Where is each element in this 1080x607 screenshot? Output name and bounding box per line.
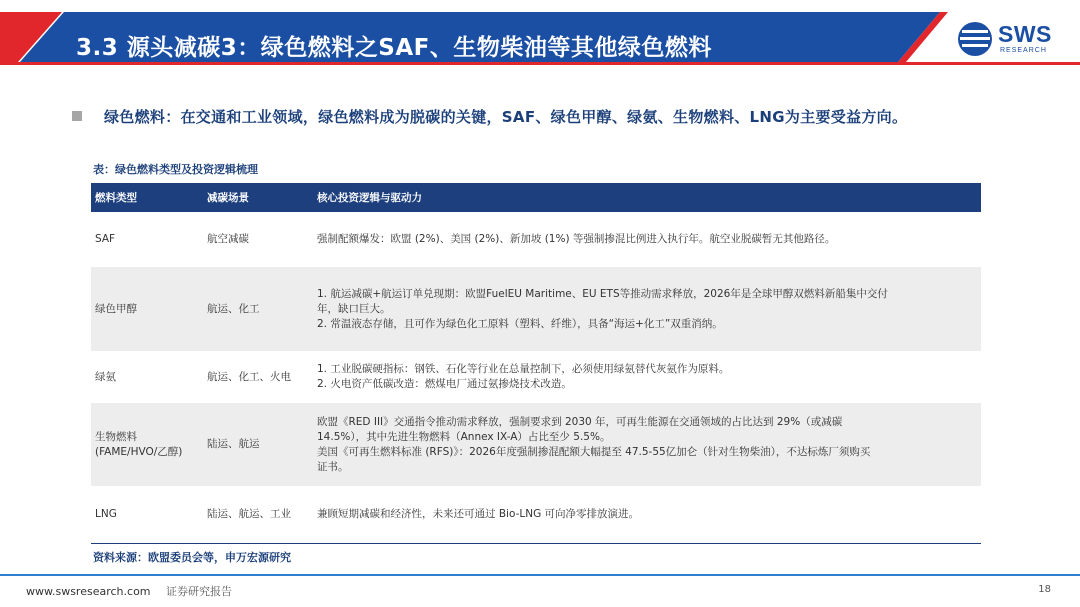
cell-logic	[313, 403, 981, 486]
column-header-logic: 核心投资逻辑与驱动力	[313, 183, 981, 212]
table-caption: 表：绿色燃料类型及投资逻辑梳理	[93, 163, 258, 176]
table-row-lng	[91, 486, 981, 543]
logic-line: 1. 工业脱碳硬指标：钢铁、石化等行业在总量控制下，必须使用绿氨替代灰氨作为原料。	[317, 363, 730, 375]
logic-line: 年，缺口巨大。	[317, 302, 391, 315]
footer-left	[26, 583, 232, 599]
footer-divider	[0, 574, 1080, 576]
cell-logic	[313, 351, 981, 403]
cell-scene: 陆运、航运、工业	[207, 508, 291, 520]
cell-logic	[313, 212, 981, 267]
source-divider	[91, 543, 981, 544]
logic-line: 欧盟《RED III》交通指令推动需求释放，强制要求到 2030 年，可再生能源在交通领域的占比达到 29%（或减碳	[317, 415, 843, 428]
page-title: 3.3 源头减碳3：绿色燃料之SAF、生物柴油等其他绿色燃料	[76, 35, 712, 61]
square-bullet-icon	[72, 111, 82, 121]
cell-fuel-type: SAF	[95, 233, 116, 245]
source-note: 资料来源：欧盟委员会等，申万宏源研究	[93, 551, 291, 564]
cell-fuel-type: 生物燃料 (FAME/HVO/乙醇)	[91, 403, 203, 486]
cell-fuel-type: LNG	[95, 508, 117, 520]
logo-wordmark: SWS	[998, 21, 1052, 47]
slide-header	[0, 0, 1080, 80]
logic-line: 强制配额爆发：欧盟 (2%)、美国 (2%)、新加坡 (1%) 等强制掺混比例进入执行年。航空业脱碳暂无其他路径。	[317, 233, 836, 245]
sws-logo	[956, 20, 1060, 60]
logic-line: 兼顾短期减碳和经济性，未来还可通过 Bio-LNG 可向净零排放演进。	[317, 508, 640, 520]
table-header-row	[91, 183, 981, 212]
table-row-biofuel	[91, 403, 981, 486]
logic-line: 2. 火电资产低碳改造：燃煤电厂通过氨掺烧技术改造。	[317, 378, 572, 390]
page-number: 18	[1038, 584, 1051, 595]
logic-line: 1. 航运减碳+航运订单兑现期：欧盟FuelEU Maritime、EU ETS等推动需求释放，2026年是全球甲醇双燃料新船集中交付	[317, 287, 888, 300]
logic-line: 2. 常温液态存储，且可作为绿色化工原料（塑料、纤维），具备“海运+化工”双重消纳。	[317, 317, 723, 330]
cell-scene: 航空减碳	[207, 233, 249, 245]
cell-fuel-type: 绿氨	[95, 370, 116, 383]
cell-scene: 陆运、航运	[203, 403, 313, 486]
logic-line: 证书。	[317, 460, 349, 473]
footer-label: 证券研究报告	[166, 585, 233, 598]
cell-logic	[313, 486, 981, 543]
cell-logic	[313, 267, 981, 351]
cell-fuel-type: 绿色甲醇	[91, 267, 203, 351]
logic-line: 14.5%），其中先进生物燃料（Annex IX-A）占比至少 5.5%。	[317, 430, 611, 443]
logo-subtext: RESEARCH	[1000, 47, 1047, 54]
table-row-green-ammonia	[91, 351, 981, 403]
sws-globe-icon	[956, 20, 994, 58]
logic-line: 美国《可再生燃料标准 (RFS)》：2026年度强制掺混配额大幅提至 47.5-55亿加仑（针对生物柴油），不达标炼厂须购买	[317, 445, 871, 458]
column-header-scene: 减碳场景	[203, 183, 313, 212]
footer-website-link[interactable]: www.swsresearch.com	[26, 585, 151, 598]
cell-scene: 航运、化工、火电	[207, 370, 291, 383]
key-point-text: 绿色燃料：在交通和工业领域，绿色燃料成为脱碳的关键，SAF、绿色甲醇、绿氨、生物燃料、LNG为主要受益方向。	[104, 108, 908, 126]
column-header-fuel-type: 燃料类型	[91, 183, 203, 212]
table-row-saf	[91, 212, 981, 267]
cell-scene: 航运、化工	[203, 267, 313, 351]
green-fuel-table	[91, 183, 981, 543]
table-row-green-methanol	[91, 267, 981, 351]
